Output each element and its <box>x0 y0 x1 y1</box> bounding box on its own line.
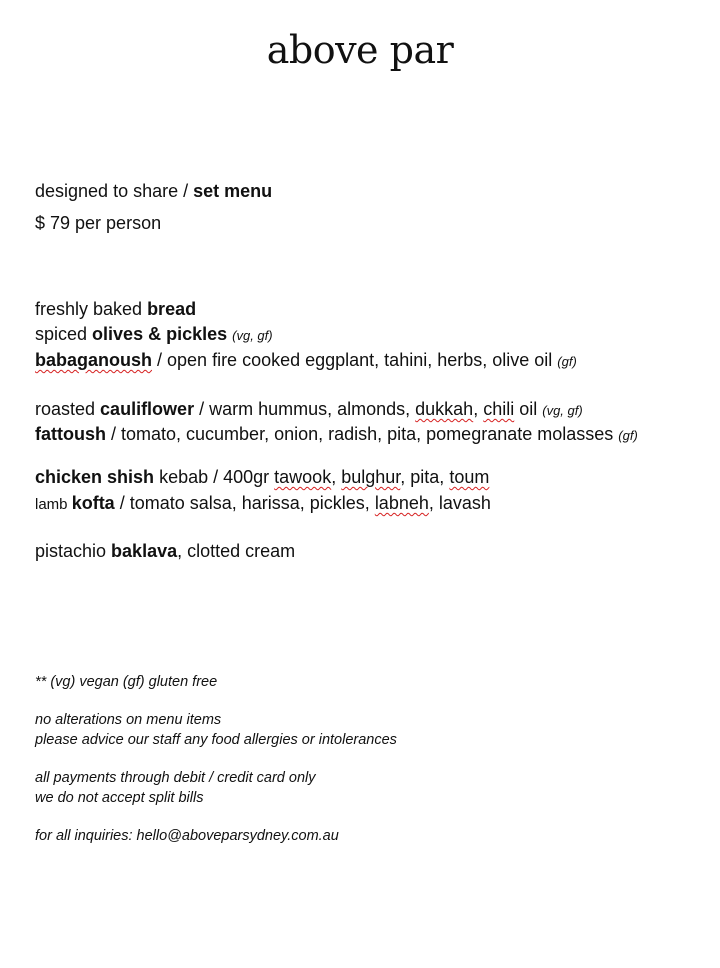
item-description: / tomato salsa, harissa, pickles, <box>114 493 375 513</box>
allergies-note: please advice our staff any food allergies or intolerances <box>35 732 397 748</box>
menu-item-chicken <box>35 466 489 488</box>
payments-note: all payments through debit / credit card only <box>35 770 316 786</box>
item-prefix: freshly baked <box>35 299 148 319</box>
dietary-tag: (vg, gf) <box>232 328 273 343</box>
item-name: chicken shish <box>35 467 155 487</box>
logo: above par <box>266 28 454 72</box>
menu-item-cauliflower <box>35 398 583 422</box>
item-description: kebab / 400gr <box>154 467 275 487</box>
item-prefix: roasted <box>35 399 101 419</box>
item-description: oil <box>514 399 543 419</box>
item-ingredient: dukkah <box>415 399 474 419</box>
menu-type-bold: set menu <box>193 181 273 201</box>
inquiries-note: for all inquiries: hello@aboveparsydney.com.au <box>35 828 339 844</box>
dietary-tag: (vg, gf) <box>542 403 583 418</box>
menu-item-bread <box>35 298 196 320</box>
menu-item-olives <box>35 323 273 347</box>
item-separator: , <box>473 399 484 419</box>
item-name: baklava <box>111 541 178 561</box>
menu-item-fattoush <box>35 423 638 447</box>
item-separator: , <box>331 467 342 487</box>
item-description: , clotted cream <box>177 541 296 561</box>
item-description: , lavash <box>428 493 491 513</box>
item-name: kofta <box>71 493 115 513</box>
item-description: / open fire cooked eggplant, tahini, herbs, olive oil <box>152 350 558 370</box>
item-ingredient: chili <box>483 399 515 419</box>
item-name: fattoush <box>35 424 106 444</box>
item-ingredient: bulghur <box>341 467 401 487</box>
menu-item-kofta <box>35 492 491 516</box>
item-description: / tomato, cucumber, onion, radish, pita, pomegranate molasses <box>106 424 619 444</box>
menu-item-babaganoush <box>35 349 577 373</box>
split-bills-note: we do not accept split bills <box>35 790 204 806</box>
price-line: $ 79 per person <box>35 213 162 233</box>
dietary-tag: (gf) <box>618 428 638 443</box>
item-ingredient: labneh <box>374 493 429 513</box>
item-description: / warm hummus, almonds, <box>194 399 416 419</box>
menu-type-prefix: designed to share / <box>35 181 194 201</box>
item-description: , pita, <box>400 467 450 487</box>
dietary-tag: (gf) <box>557 354 577 369</box>
dietary-legend: ** (vg) vegan (gf) gluten free <box>35 674 218 690</box>
item-ingredient: toum <box>449 467 490 487</box>
item-name: cauliflower <box>100 399 195 419</box>
item-prefix: lamb <box>35 496 72 513</box>
alterations-note: no alterations on menu items <box>35 712 222 728</box>
item-name: olives & pickles <box>92 324 228 344</box>
item-prefix: spiced <box>35 324 93 344</box>
item-ingredient: tawook <box>274 467 332 487</box>
menu-type-line <box>35 180 272 202</box>
item-name: bread <box>147 299 197 319</box>
item-name: babaganoush <box>35 350 153 370</box>
menu-item-baklava <box>35 540 295 562</box>
item-prefix: pistachio <box>35 541 112 561</box>
